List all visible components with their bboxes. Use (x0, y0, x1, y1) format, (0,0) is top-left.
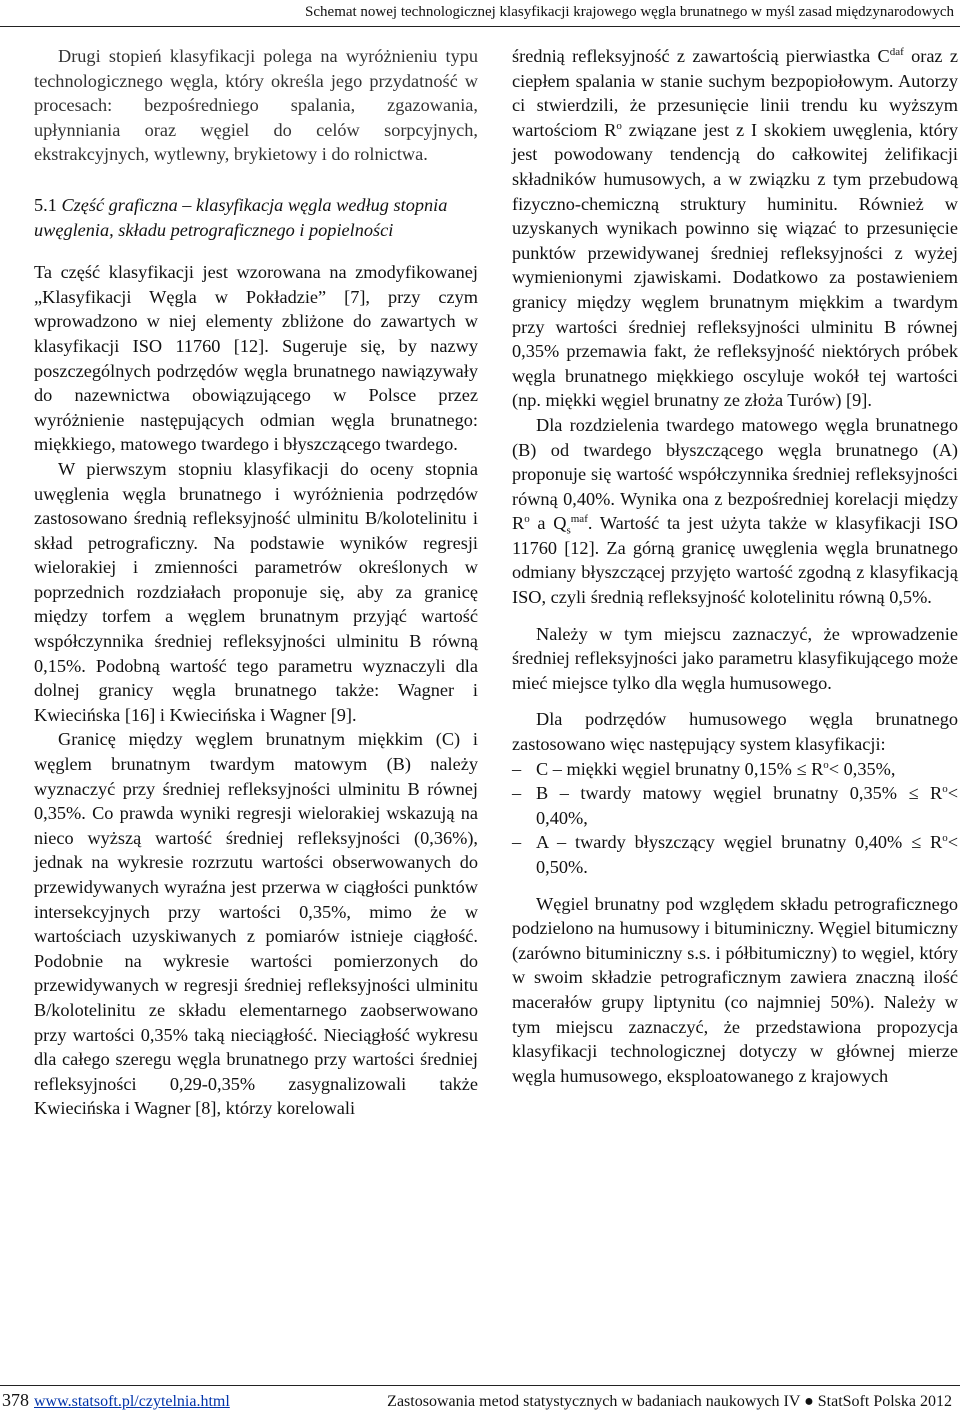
list-item: – B – twardy matowy węgiel brunatny $0,35\% \le R^o< 0,40\%$, (512, 781, 958, 830)
right-column (512, 44, 958, 1088)
page-number: 378 (2, 1390, 29, 1410)
running-header (0, 0, 960, 27)
section-title: Część graficzna – klasyfikacja węgla według stopnia uwęglenia, składu petrograficznego i popielności (34, 194, 448, 240)
paragraph-first-stage: W pierwszym stopniu klasyfikacji do oceny stopnia uwęglenia węgla brunatnego i wyróżnienia podrzędów zastosowano średnią refleksyjność ulminitu B/kolotelinitu i skład petrograficzny. Na podstawie wyników regresji wielorakiej i zmienności parametrów określonych w poprzednich rozdziałach proponuje się, aby za granicę między torfem a węglem brunatnym przyjąć wartość współczynnika średniej refleksyjności ulminitu B równą 0,15%. Podobną wartość tego parametru wyznaczyli dla dolnej granicy węgla brunatnego także: Wagner i Kwiecińska [16] i Kwiecińska i Wagner [9]. (34, 458, 478, 725)
section-number: 5.1 (34, 194, 57, 215)
footer-link[interactable]: www.statsoft.pl/czytelnia.html (34, 1393, 230, 1410)
paragraph-boundary-cb: Granicę między węglem brunatnym miękkim (C) i węglem brunatnym twardym matowym (B) należy wyznaczyć przy średniej refleksyjności ulminitu B równej 0,35%. Co prawda wyniki regresji wielorakiej wskazują na nieco wyższą wartość średniej refleksyjności (0,36%), jednak na wykresie rozrzutu wartości obserwowanych do przewidywanych wyraźna jest przerwa w ciągłości punktów intersekcyjnych przy wartości 0,35%, mimo że w wartościach uzyskiwanych z pomiarów istnieje ciągłość. Podobnie na wykresie wartości pomierzonych do przewidywanych w regresji średniej refleksyjności ulminitu B/kolotelinitu ze składu elementarnego zaobserwowano przy wartości 0,35% taką nieciągłość. Nieciągłość wykresu dla całego szeregu węgla brunatnego przy wartości średniej refleksyjności 0,29-0,35% zasygnalizowali także Kwiecińska i Wagner [8], którzy korelowali (34, 729, 478, 1119)
paragraph-graphic-part: Ta część klasyfikacji jest wzorowana na zmodyfikowanej „Klasyfikacji Węgla w Pokładzie” [7], przy czym wprowadzono w niej elementy zbliżone do zawartych w klasyfikacji ISO 11760 [12]. Sugeruje się, by nazwy poszczególnych podrzędów węgla brunatnego nawiązywały do nazewnictwa obowiązującego w Polsce przez wyróżnienie następujących odmian węgla brunatnego: miękkiego, matowego twardego i błyszczącego twardego. (34, 262, 478, 455)
list-item: – A – twardy błyszczący węgiel brunatny $0,40\% \le R^o< 0,50\%$. (512, 830, 958, 879)
paragraph-correlation: średnią refleksyjność z zawartością pierwiastka $C^{daf}$ oraz z ciepłem spalania w stanie suchym bezpopiołowym. Autorzy ci stwierdzili, że przesunięcie linii trendu ku wyższym wartościom $R^o$ związane jest z I skokiem uwęglenia, który jest powodowany tendencją do całkowitej żelifikacji składników humusowych, a w związku z tym przebudową fizyczno-chemiczną struktury huminitu. Również w uzyskanych wynikach powinno się wiązać to przesunięcie punktów przewidywanej średniej refleksyjności z wyżej wymienionymi zjawiskami. Dodatkowo za postawieniem granicy między węglem brunatnym miękkim a twardym przy wartości średniej refleksyjności ulminitu B równej 0,35% przemawia fakt, że refleksyjność niektórych próbek węgla brunatnego miękkiego oscyluje wokół tej wartości (np. miękki węgiel brunatny ze złoża Turów) [9]. (512, 45, 958, 411)
list-item: – C – miękki węgiel brunatny $0,15\% \le R^o< 0,35\%$, (512, 757, 958, 782)
paragraph-note-humus: Należy w tym miejscu zaznaczyć, że wprowadzenie średniej refleksyjności jako parametru klasyfikującego może mieć miejsce tylko dla węgla humusowego. (512, 623, 958, 693)
classification-list (512, 757, 958, 880)
running-title: Schemat nowej technologicznej klasyfikacji krajowego węgla brunatnego w myśl zasad międzynarodowych (305, 4, 954, 20)
paragraph-petrographic: Węgiel brunatny pod względem składu petrograficznego podzielono na humusowy i bituminiczny. Węgiel bitumiczny (zarówno bituminiczny s.s. i półbitumiczny) to węgiel, który w swoim składzie petrograficznym zawiera znaczną ilość macerałów grupy liptynitu (co najmniej 50%). Należy w tym miejscu zaznaczyć, że przedstawiona propozycja klasyfikacji technologicznej dotyczy w głównej mierze węgla humusowego, eksploatowanego z krajowych (512, 893, 958, 1086)
section-heading (34, 193, 478, 242)
paragraph-system-intro: Dla podrzędów humusowego węgla brunatnego zastosowano więc następujący system klasyfikacji: (512, 709, 958, 755)
paragraph-boundary-ba: Dla rozdzielenia twardego matowego węgla brunatnego (B) od twardego błyszczącego węgla brunatnego (A) proponuje się wartość współczynnika średniej refleksyjności równą 0,40%. Wynika ona z bezpośredniej korelacji między $R^o$ a $Q_s^{maf}$. Wartość ta jest użyta także w klasyfikacji ISO 11760 [12]. Za górną granicę uwęglenia węgla brunatnego odmiany błyszczącej przyjęto wartość zgodną z klasyfikacją ISO, czyli średnią refleksyjność kolotelinitu równą 0,5%. (512, 414, 958, 608)
left-column (34, 44, 478, 1121)
page-footer (0, 1385, 960, 1416)
paragraph-type-classification: Drugi stopień klasyfikacji polega na wyróżnieniu typu technologicznego węgla, który określa jego przydatność w procesach: bezpośredniego spalania, zgazowania, upłynniania oraz węgiel do celów sorpcyjnych, ekstrakcyjnych, wytlewny, brykietowy i do rolnictwa. (34, 46, 478, 165)
footer-publication: Zastosowania metod statystycznych w badaniach naukowych IV ● StatSoft Polska 2012 (387, 1393, 952, 1410)
